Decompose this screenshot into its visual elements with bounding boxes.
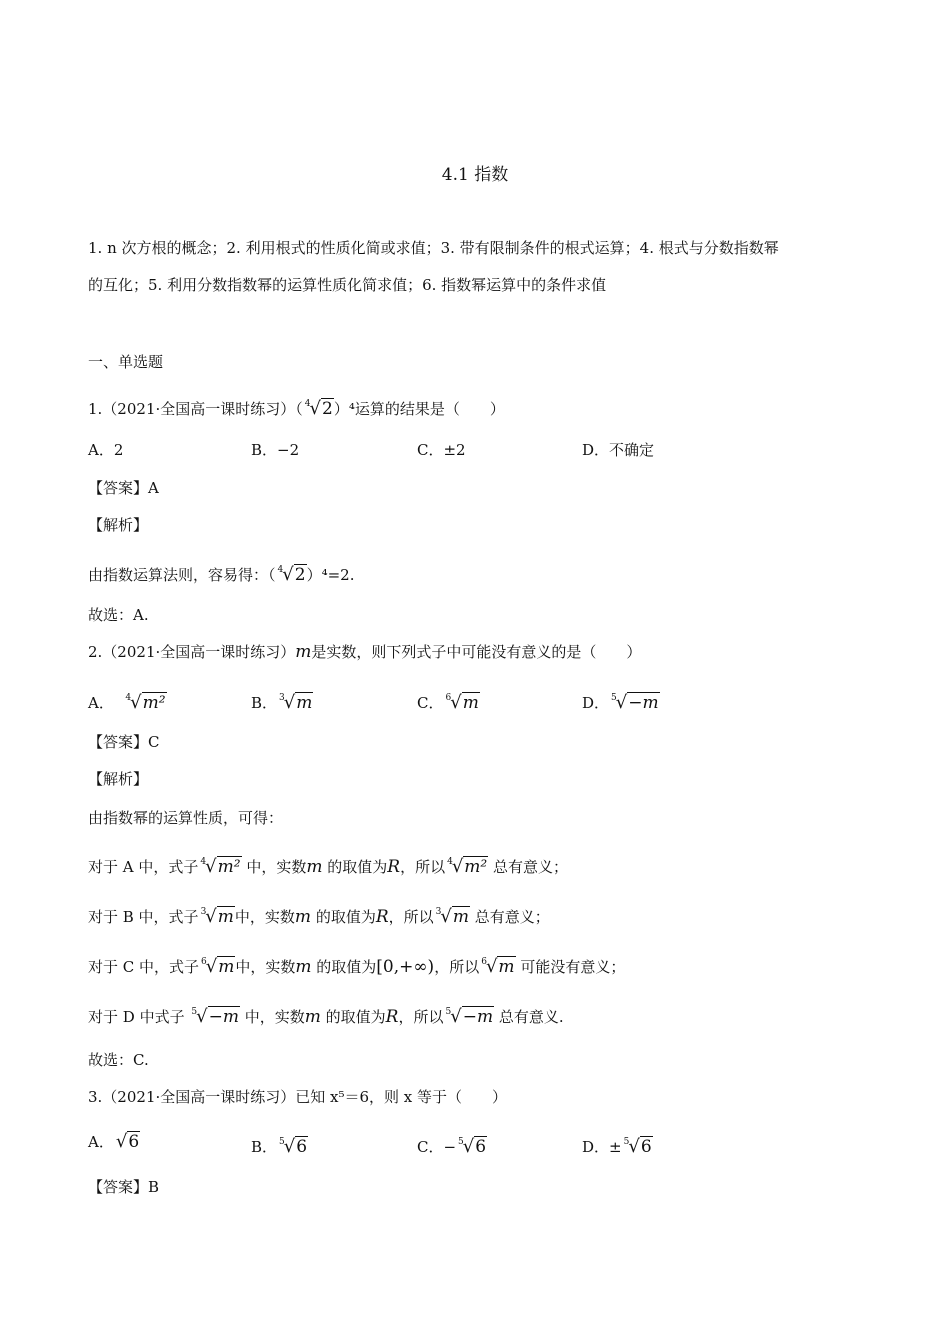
- section-heading: 一、单选题: [88, 353, 164, 371]
- q2-analysis-label: 【解析】: [88, 770, 149, 788]
- question-2-stem: 2.（2021·全国高一课时练习）m是实数，则下列式子中可能没有意义的是（ ）: [88, 642, 642, 662]
- q1-suffix: ）⁴运算的结果是（ ）: [333, 400, 505, 418]
- q1-prefix: 1.（2021·全国高一课时练习）（: [88, 400, 303, 418]
- question-1-stem: [88, 394, 505, 419]
- q2-option-c: C． $^6$√m: [417, 692, 479, 713]
- q3-option-b: B． $^5$√6: [251, 1136, 308, 1157]
- q2-answer: 【答案】C: [88, 733, 160, 751]
- q1-conclusion: 故选：A.: [88, 606, 149, 624]
- q1-option-d: D．不确定: [582, 441, 655, 459]
- q3-option-c: C．− $^5$√6: [417, 1136, 487, 1157]
- q2-analysis-line-c: 对于 C 中，式子 $^6$√m中，实数m 的取值为[0,+∞)，所以 $^6$√m 可能没有意义；: [88, 956, 626, 977]
- q2-analysis-line-b: 对于 B 中，式子 $^3$√m中，实数m 的取值为R，所以 $^3$√m 总有意义；: [88, 906, 550, 927]
- q2-conclusion: 故选：C.: [88, 1051, 149, 1069]
- q2-option-a: A． $^4$√m²: [88, 692, 166, 713]
- q2-analysis-intro: 由指数幂的运算性质，可得：: [88, 809, 284, 827]
- objectives-line-2: 的互化；5. 利用分数指数幂的运算性质化简求值；6. 指数幂运算中的条件求值: [88, 276, 607, 294]
- q3-option-d: D．± $^5$√6: [582, 1136, 652, 1157]
- q2-analysis-line-d: 对于 D 中式子 $^5$√−m 中，实数m 的取值为R，所以 $^5$√−m 总有意义.: [88, 1006, 564, 1027]
- q1-analysis-radical: $^4$√2: [277, 564, 306, 585]
- q2-analysis-line-a: 对于 A 中，式子 $^4$√m² 中，实数m 的取值为R，所以 $^4$√m² 总有意义；: [88, 856, 569, 877]
- q1-radical: $^4$√2: [304, 398, 333, 419]
- q2-option-b: B． $^3$√m: [251, 692, 313, 713]
- page-title: 4.1 指数: [441, 165, 509, 185]
- q1-option-b: B．−2: [251, 441, 300, 459]
- q1-answer: 【答案】A: [88, 479, 159, 497]
- q3-option-a: A． √6: [88, 1131, 140, 1152]
- question-3-stem: 3.（2021·全国高一课时练习）已知 x⁵＝6，则 x 等于（ ）: [88, 1088, 508, 1106]
- q3-answer: 【答案】B: [88, 1178, 160, 1196]
- q1-option-a: A．2: [88, 441, 124, 459]
- objectives-line-1: 1. n 次方根的概念；2. 利用根式的性质化简或求值；3. 带有限制条件的根式运算；4. 根式与分数指数幂: [88, 239, 779, 257]
- q2-option-d: D． $^5$√−m: [582, 692, 659, 713]
- q1-option-c: C．±2: [417, 441, 466, 459]
- q1-analysis-label: 【解析】: [88, 516, 149, 534]
- q1-analysis-text: 由指数运算法则，容易得：（ $^4$√2）⁴=2.: [88, 560, 354, 585]
